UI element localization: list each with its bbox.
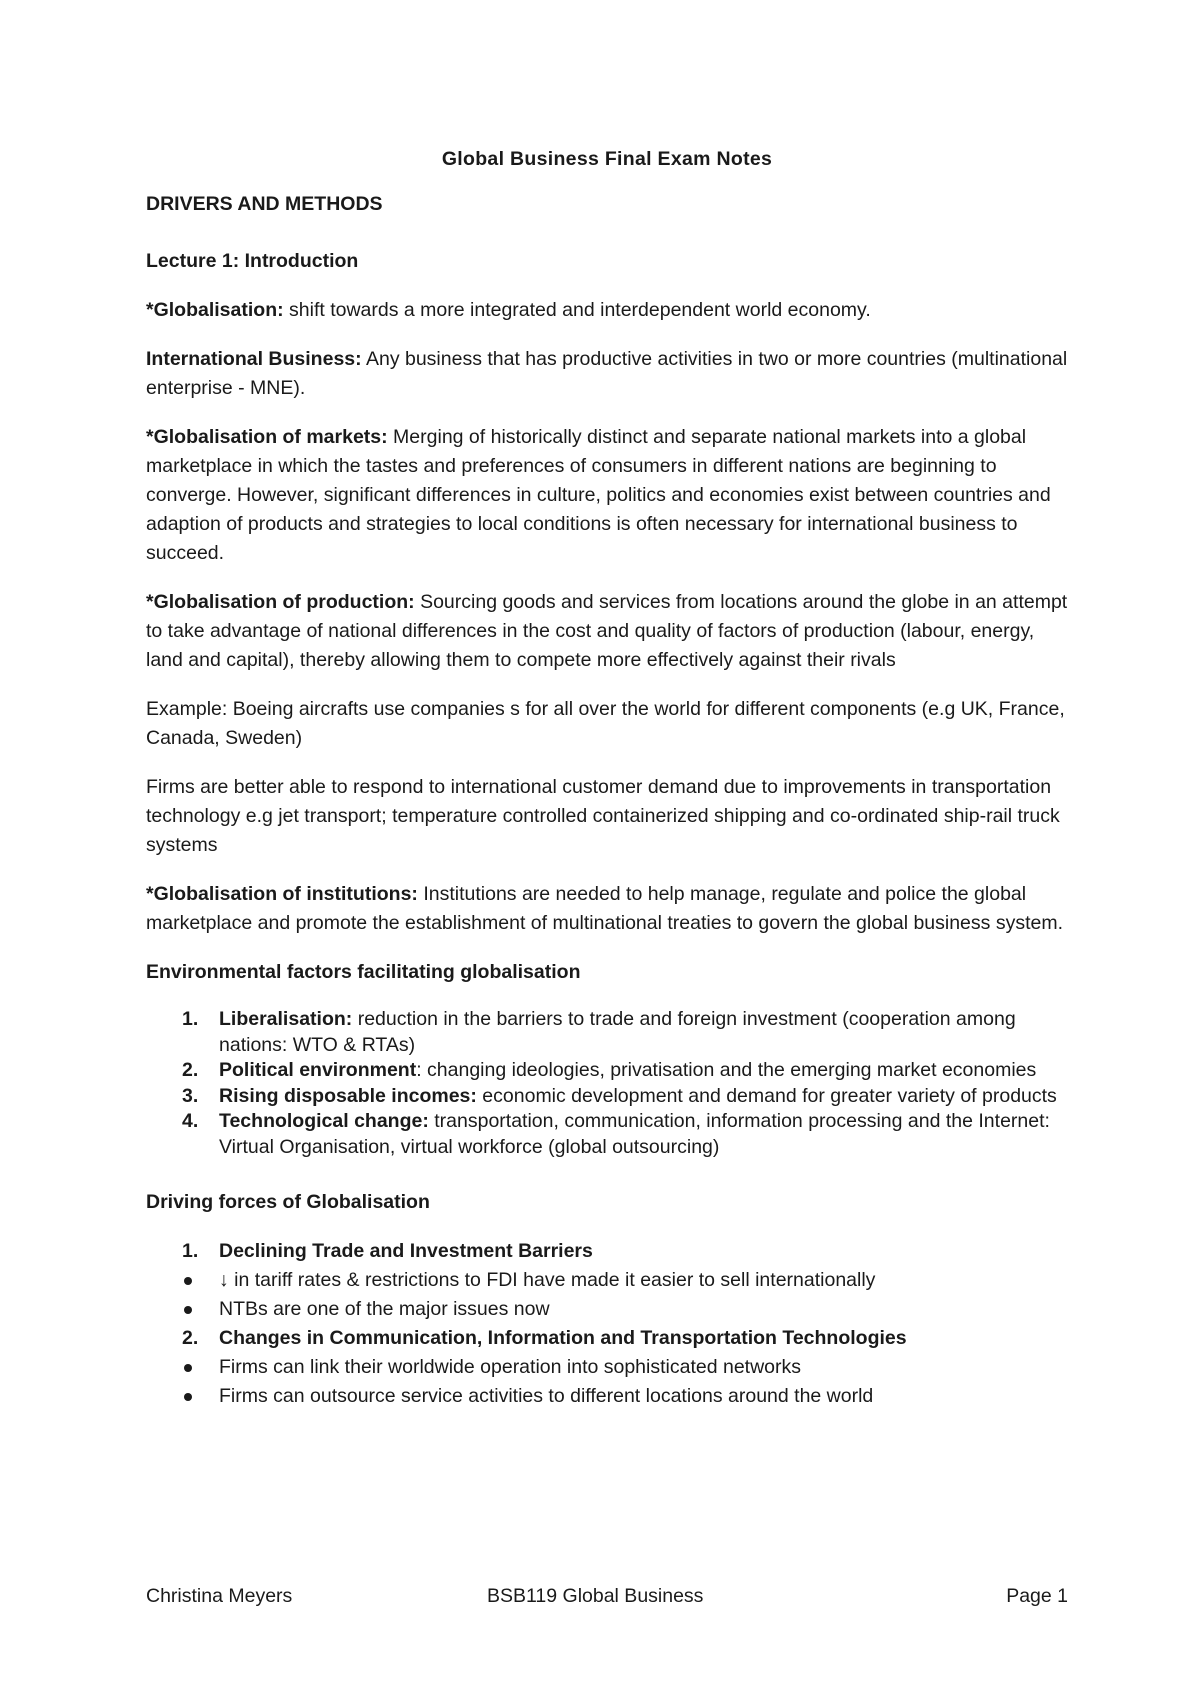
- bullet-icon: [184, 1277, 192, 1285]
- paragraph-globalisation-institutions: [146, 880, 1068, 938]
- environmental-heading: Environmental factors facilitating globalisation: [146, 961, 581, 983]
- list-item: [146, 1237, 1068, 1324]
- item-text: economic development and demand for greater variety of products: [476, 1084, 1057, 1107]
- footer-page-number: Page 1: [1006, 1585, 1068, 1607]
- term: International Business:: [146, 348, 362, 370]
- bullet-text: ↓ in tariff rates & restrictions to FDI have made it easier to sell internationally: [219, 1269, 876, 1291]
- list-item: [146, 1007, 1068, 1058]
- item-number: 2.: [182, 1059, 199, 1081]
- term: *Globalisation of institutions:: [146, 883, 418, 905]
- item-term: Rising disposable incomes:: [219, 1084, 477, 1107]
- definition: Institutions are needed to help manage, regulate and police the global marketplace and promote the establishment of multinational treaties to govern the global business system.: [146, 883, 1063, 934]
- bullet-item: [219, 1266, 1068, 1295]
- document-content: [146, 145, 1068, 1411]
- bullet-icon: [184, 1393, 192, 1401]
- item-text: : changing ideologies, privatisation and the emerging market economies: [416, 1059, 1037, 1081]
- definition: Any business that has productive activities in two or more countries (multinational enterprise - MNE).: [146, 348, 1068, 399]
- term: *Globalisation:: [146, 299, 284, 321]
- item-term: Liberalisation:: [219, 1008, 353, 1030]
- lecture-heading: Lecture 1: Introduction: [146, 250, 359, 272]
- list-item: [146, 1324, 1068, 1411]
- bullet-text: Firms can link their worldwide operation into sophisticated networks: [219, 1356, 802, 1378]
- bullet-text: NTBs are one of the major issues now: [219, 1298, 550, 1320]
- item-text: reduction in the barriers to trade and foreign investment (cooperation among nations: WTO & RTAs): [219, 1008, 1016, 1056]
- item-number: 1.: [182, 1240, 199, 1262]
- list-item: [146, 1084, 1068, 1110]
- driving-forces-heading: Driving forces of Globalisation: [146, 1191, 430, 1213]
- paragraph-globalisation: [146, 296, 1068, 325]
- paragraph-firms: [146, 773, 1068, 860]
- firms-text: Firms are better able to respond to international customer demand due to improvements in transportation technology e.g jet transport; temperature controlled containerized shipping and co-ordinated ship-rail truck systems: [146, 776, 1060, 856]
- definition: shift towards a more integrated and interdependent world economy.: [283, 299, 871, 321]
- definition: Merging of historically distinct and separate national markets into a global marketplace in which the tastes and preferences of consumers in different nations are beginning to converge. However, significant differences in culture, politics and economies exist between countries and adaption of products and strategies to local conditions is often necessary for international business to succeed.: [146, 426, 1051, 564]
- driving-forces-list: [146, 1237, 1068, 1411]
- bullet-icon: [184, 1364, 192, 1372]
- bullet-item: [219, 1382, 1068, 1411]
- document-title: Global Business Final Exam Notes: [441, 148, 773, 170]
- paragraph-globalisation-production: [146, 588, 1068, 675]
- paragraph-international-business: [146, 345, 1068, 403]
- bullet-list: [219, 1353, 1068, 1411]
- term: *Globalisation of production:: [146, 591, 415, 613]
- item-term: Changes in Communication, Information and Transportation Technologies: [219, 1327, 907, 1349]
- item-text: transportation, communication, information processing and the Internet: Virtual Organisation, virtual workforce (global outsourcing): [219, 1110, 1050, 1158]
- section-heading: DRIVERS AND METHODS: [146, 193, 383, 215]
- paragraph-globalisation-markets: [146, 423, 1068, 568]
- bullet-icon: [184, 1306, 192, 1314]
- bullet-item: [219, 1295, 1068, 1324]
- bullet-item: [219, 1353, 1068, 1382]
- item-number: 1.: [182, 1008, 199, 1030]
- item-term: Political environment: [219, 1059, 417, 1081]
- paragraph-example: [146, 695, 1068, 753]
- item-number: 4.: [182, 1110, 199, 1132]
- footer-course: BSB119 Global Business: [487, 1585, 704, 1607]
- footer-author: Christina Meyers: [146, 1585, 293, 1607]
- item-number: 3.: [182, 1084, 199, 1107]
- page-footer: [146, 1585, 1068, 1615]
- example-text: Example: Boeing aircrafts use companies s for all over the world for different components (e.g UK, France, Canada, Sweden): [146, 698, 1065, 749]
- item-number: 2.: [182, 1327, 199, 1349]
- definition: Sourcing goods and services from locations around the globe in an attempt to take advantage of national differences in the cost and quality of factors of production (labour, energy, land and capital), thereby allowing them to compete more effectively against their rivals: [146, 591, 1068, 671]
- environmental-list: [146, 1007, 1068, 1160]
- bullet-text: Firms can outsource service activities to different locations around the world: [219, 1385, 874, 1407]
- list-item: [146, 1058, 1068, 1084]
- list-item: [146, 1109, 1068, 1160]
- item-term: Declining Trade and Investment Barriers: [219, 1240, 593, 1262]
- bullet-list: [219, 1266, 1068, 1324]
- term: *Globalisation of markets:: [146, 426, 388, 448]
- item-term: Technological change:: [219, 1110, 429, 1132]
